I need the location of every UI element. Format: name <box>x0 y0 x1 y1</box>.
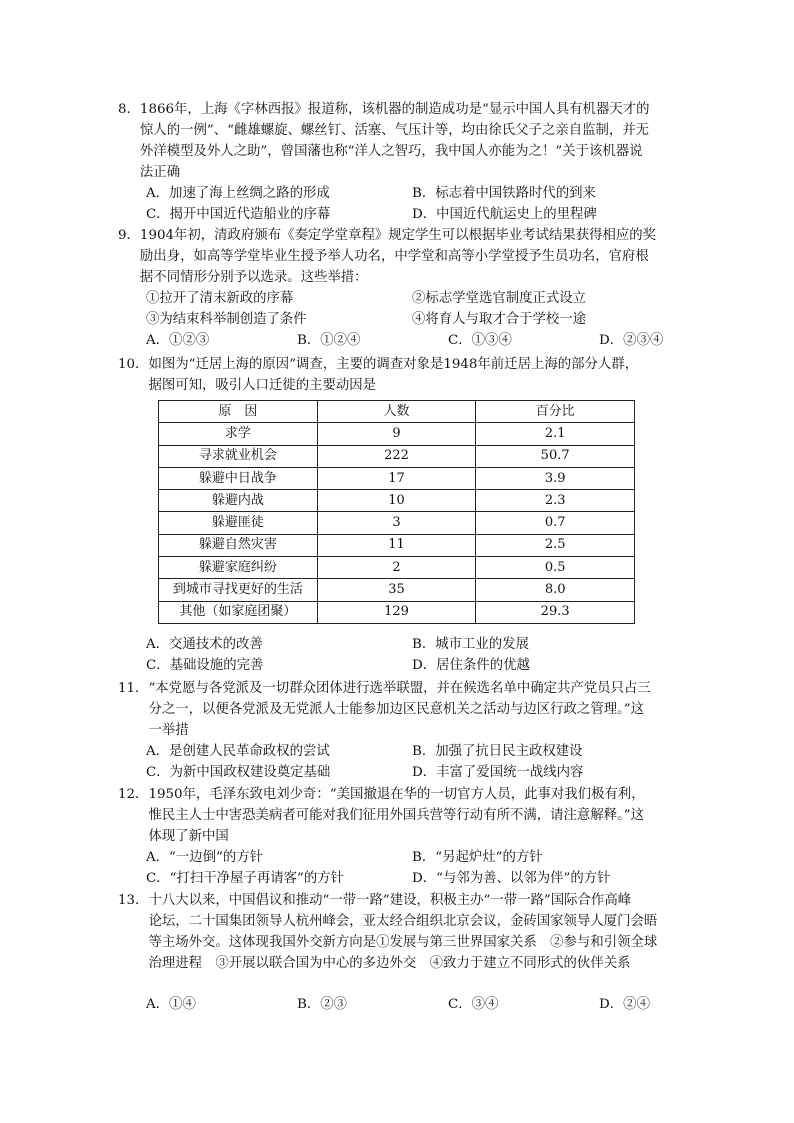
options <box>146 994 678 1015</box>
cell-count: 35 <box>317 579 476 601</box>
option-d[interactable]: D．中国近代航运史上的里程碑 <box>412 207 597 222</box>
table-row <box>159 445 635 467</box>
option-d[interactable]: D．居住条件的优越 <box>412 658 530 673</box>
stem-line: 一举措 <box>148 723 189 738</box>
table-row <box>159 512 635 534</box>
stem-line: 十八大以来，中国倡议和推动“一带一路”建设，积极主办“一带一路”国际合作高峰 <box>148 893 632 908</box>
cell-count: 11 <box>317 534 476 556</box>
table-row <box>159 534 635 556</box>
question-text <box>140 225 678 288</box>
stem-line: 分之一，以便各党派及无党派人士能参加边区民意机关之活动与边区行政之管理。”这 <box>148 702 645 717</box>
cell-percent: 2.1 <box>476 423 635 445</box>
header-percent: 百分比 <box>476 401 635 423</box>
cell-reason: 躲避中日战争 <box>159 467 318 489</box>
cell-percent: 2.3 <box>476 490 635 512</box>
question-text <box>148 354 678 396</box>
cell-reason: 其他（如家庭团聚） <box>159 601 318 623</box>
options <box>146 634 678 676</box>
question-12-stem <box>118 784 678 847</box>
question-text <box>148 890 678 974</box>
option-b[interactable]: B．②③ <box>297 997 348 1012</box>
question-number: 10． <box>118 357 149 372</box>
table-row <box>159 490 635 512</box>
stem-line: 据图可知，吸引人口迁徙的主要动因是 <box>148 378 377 393</box>
stem-line: 惟民主人士中害恐美病者可能对我们征用外国兵营等行动有所不满，请注意解释。”这 <box>148 808 645 823</box>
question-number: 13． <box>118 893 149 908</box>
table-header-row <box>159 401 635 423</box>
stem-line: 励出身，如高等学堂毕业生授予举人功名，中学堂和高等小学堂授予生员功名，官府根 <box>139 249 649 264</box>
option-b[interactable]: B．城市工业的发展 <box>412 637 529 652</box>
stem-line: 1866年，上海《字林西报》报道称，该机器的制造成功是“显示中国人具有机器天才的 <box>139 102 650 117</box>
question-9 <box>118 225 678 351</box>
option-b[interactable]: B．标志着中国铁路时代的到来 <box>412 186 596 201</box>
question-10-stem <box>118 354 678 396</box>
option-a[interactable]: A．交通技术的改善 <box>146 637 263 652</box>
cell-count: 222 <box>317 445 476 467</box>
question-8-stem <box>118 99 678 183</box>
cell-count: 17 <box>317 467 476 489</box>
cell-count: 9 <box>317 423 476 445</box>
option-a[interactable]: A．是创建人民革命政权的尝试 <box>146 744 330 759</box>
cell-count: 10 <box>317 490 476 512</box>
option-c[interactable]: C．揭开中国近代造船业的序幕 <box>146 207 331 222</box>
statements <box>146 288 678 330</box>
question-9-stem <box>118 225 678 288</box>
option-c[interactable]: C．③④ <box>448 997 499 1012</box>
stem-line: 体现了新中国 <box>148 829 229 844</box>
options <box>146 183 678 225</box>
table-row <box>159 579 635 601</box>
option-a[interactable]: A．“一边倒”的方针 <box>146 850 264 865</box>
stem-line: 等主场外交。这体现我国外交新方向是①发展与第三世界国家关系 ②参与和引领全球 <box>148 935 658 950</box>
cell-reason: 到城市寻找更好的生活 <box>159 579 318 601</box>
options <box>146 741 678 783</box>
cell-percent: 0.7 <box>476 512 635 534</box>
table-row <box>159 557 635 579</box>
stem-line: 惊人的一例”、“雌雄螺旋、螺丝钉、活塞、气压计等，均由徐氏父子之亲自监制，并无 <box>139 123 650 138</box>
cell-reason: 躲避家庭纠纷 <box>159 557 318 579</box>
statement-1: ①拉开了清末新政的序幕 <box>146 291 294 306</box>
options <box>146 330 678 351</box>
migration-reasons-table <box>158 400 635 624</box>
question-8 <box>118 99 678 225</box>
statement-2: ②标志学堂选官制度正式设立 <box>412 291 587 306</box>
cell-count: 129 <box>317 601 476 623</box>
option-b[interactable]: B．“另起炉灶”的方针 <box>412 850 543 865</box>
question-13-stem <box>118 890 678 974</box>
options <box>146 847 678 889</box>
cell-reason: 躲避内战 <box>159 490 318 512</box>
option-a[interactable]: A．①②③ <box>146 333 210 348</box>
question-10 <box>118 354 678 396</box>
option-d[interactable]: D．“与邻为善、以邻为伴”的方针 <box>412 871 611 886</box>
question-13 <box>118 890 678 1015</box>
stem-line: 外洋模型及外人之助”，曾国藩也称“洋人之智巧，我中国人亦能为之！”关于该机器说 <box>139 144 643 159</box>
question-number: 8． <box>118 102 140 117</box>
stem-line: 论坛，二十国集团领导人杭州峰会，亚太经合组织北京会议，金砖国家领导人厦门会晤 <box>148 914 658 929</box>
header-count: 人数 <box>317 401 476 423</box>
option-b[interactable]: B．加强了抗日民主政权建设 <box>412 744 583 759</box>
question-11 <box>118 678 678 783</box>
cell-percent: 29.3 <box>476 601 635 623</box>
question-10-options <box>118 634 678 676</box>
option-c[interactable]: C．①③④ <box>448 333 512 348</box>
cell-reason: 求学 <box>159 423 318 445</box>
option-c[interactable]: C．“打扫干净屋子再请客”的方针 <box>146 871 345 886</box>
option-d[interactable]: D．②③④ <box>599 333 664 348</box>
question-12 <box>118 784 678 889</box>
question-text <box>148 784 678 847</box>
option-c[interactable]: C．基础设施的完善 <box>146 658 264 673</box>
stem-line: 据不同情形分别予以选录。这些举措： <box>139 270 368 285</box>
cell-reason: 躲避匪徒 <box>159 512 318 534</box>
question-text <box>148 678 678 741</box>
question-number: 12． <box>118 787 149 802</box>
cell-percent: 2.5 <box>476 534 635 556</box>
option-a[interactable]: A．加速了海上丝绸之路的形成 <box>146 186 330 201</box>
statement-3: ③为结束科举制创造了条件 <box>146 312 307 327</box>
header-reason: 原 因 <box>159 401 318 423</box>
question-text <box>140 99 678 183</box>
cell-reason: 躲避自然灾害 <box>159 534 318 556</box>
statement-4: ④将育人与取才合于学校一途 <box>412 312 587 327</box>
stem-line: 如图为“迁居上海的原因”调查，主要的调查对象是1948年前迁居上海的部分人群， <box>148 357 639 372</box>
cell-reason: 寻求就业机会 <box>159 445 318 467</box>
cell-percent: 8.0 <box>476 579 635 601</box>
question-11-stem <box>118 678 678 741</box>
stem-line: 法正确 <box>139 165 181 180</box>
table-row <box>159 467 635 489</box>
cell-count: 2 <box>317 557 476 579</box>
option-d[interactable]: D．丰富了爱国统一战线内容 <box>412 765 584 780</box>
option-a[interactable]: A．①④ <box>146 997 196 1012</box>
option-c[interactable]: C．为新中国政权建设奠定基础 <box>146 765 331 780</box>
question-number: 11． <box>118 681 149 696</box>
option-d[interactable]: D．②④ <box>599 997 650 1012</box>
question-number: 9． <box>118 228 140 243</box>
stem-line: 1904年初，清政府颁布《奏定学堂章程》规定学生可以根据毕业考试结果获得相应的奖 <box>139 228 657 243</box>
table-row <box>159 423 635 445</box>
table-row <box>159 601 635 623</box>
stem-line: 1950年，毛泽东致电刘少奇：“美国撤退在华的一切官方人员，此事对我们极有利， <box>148 787 645 802</box>
cell-percent: 3.9 <box>476 467 635 489</box>
cell-percent: 0.5 <box>476 557 635 579</box>
cell-count: 3 <box>317 512 476 534</box>
cell-percent: 50.7 <box>476 445 635 467</box>
stem-line: “本党愿与各党派及一切群众团体进行选举联盟，并在候选名单中确定共产党员只占三 <box>148 681 651 696</box>
stem-line: 治理进程 ③开展以联合国为中心的多边外交 ④致力于建立不同形式的伙伴关系 <box>148 956 631 971</box>
option-b[interactable]: B．①②④ <box>297 333 361 348</box>
